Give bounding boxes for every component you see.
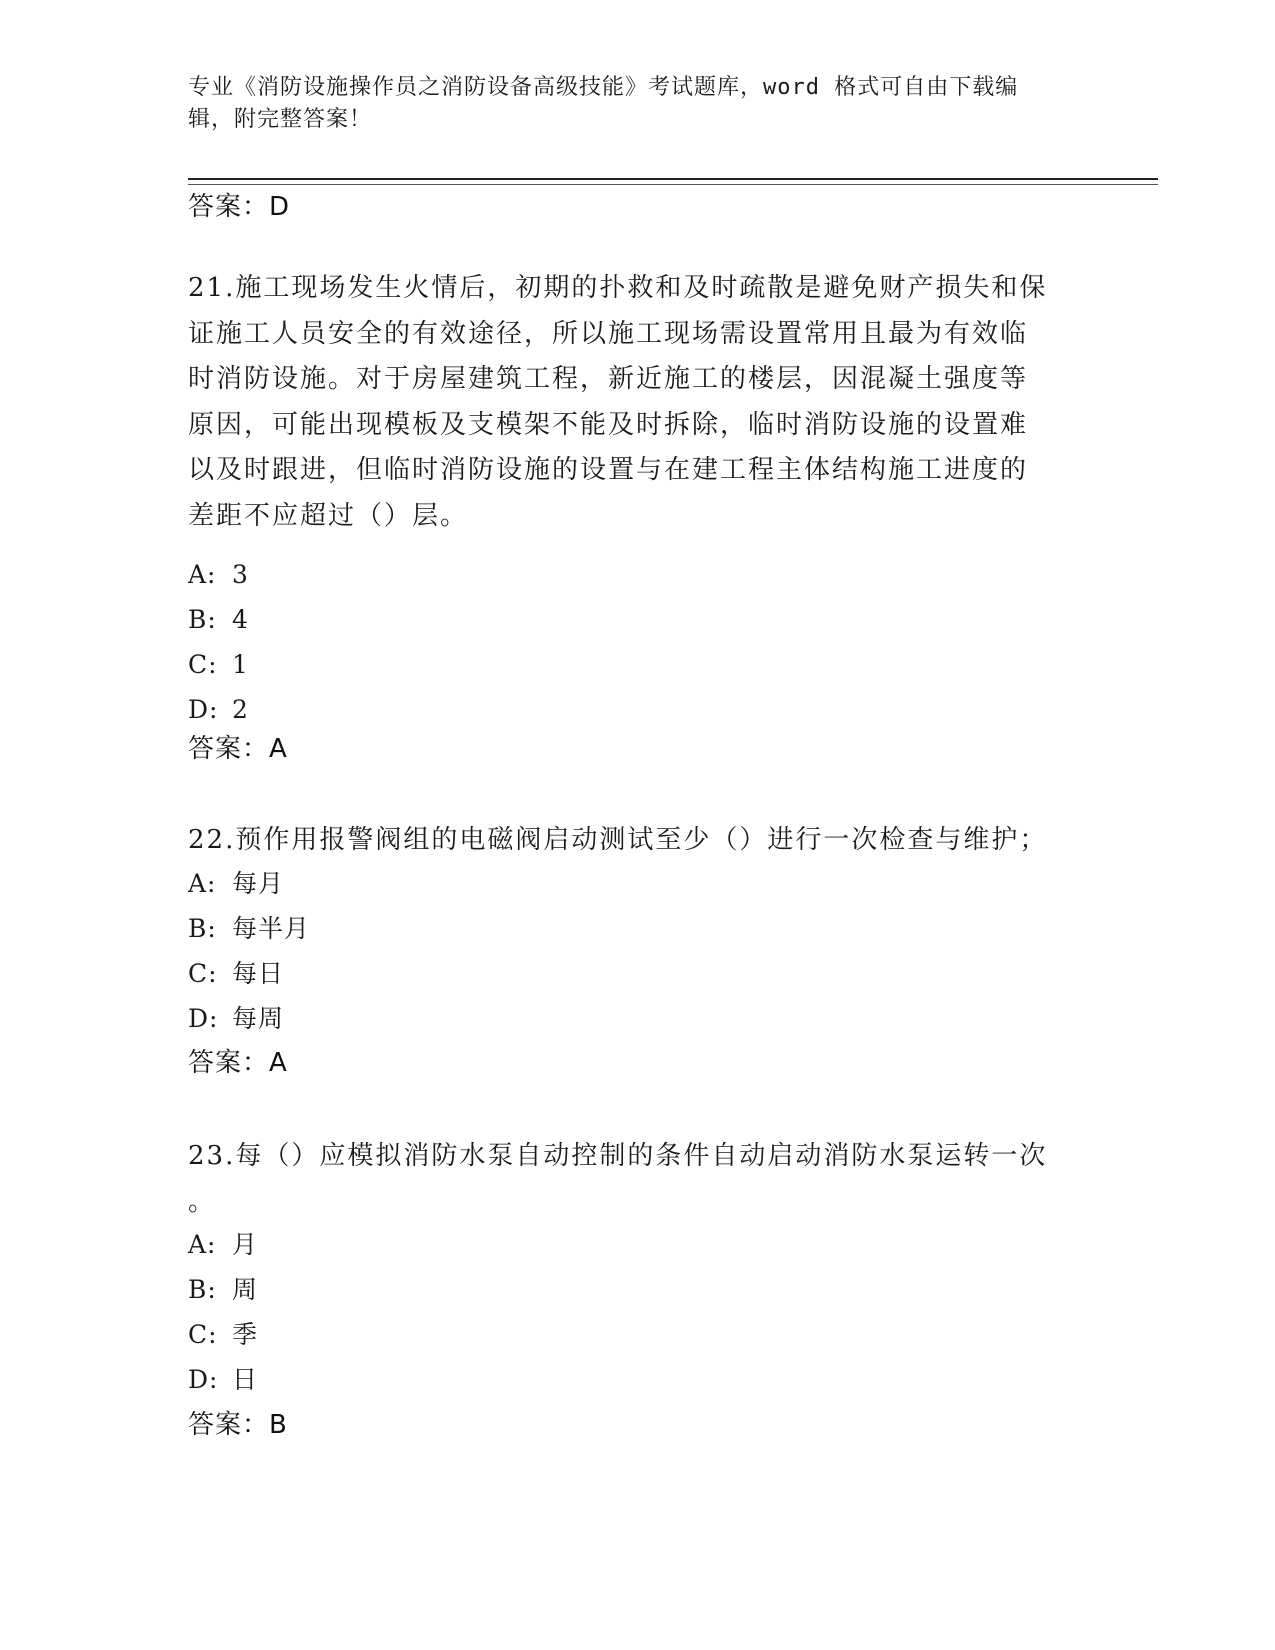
question-22-text [188,818,1088,864]
option-label: A: [188,869,217,898]
option-label: B: [188,1275,217,1304]
option-label: B: [188,605,217,634]
option-c [188,957,284,991]
header-divider-thin [188,184,1158,185]
option-text: 每月 [232,869,285,898]
option-d [188,1002,284,1036]
question-text-line: 时消防设施。对于房屋建筑工程，新近施工的楼层，因混凝土强度等 [188,364,1029,394]
option-label: D: [188,1004,219,1033]
option-label: C: [188,959,218,988]
option-text: 月 [232,1230,259,1259]
question-21-text [188,266,1088,539]
option-label: A: [188,560,217,589]
option-text: 每半月 [232,914,311,943]
option-text: 3 [232,560,249,589]
option-a [188,867,284,901]
question-23-answer: 答案：B [188,1410,288,1440]
document-header [188,72,1068,136]
option-label: D: [188,695,219,724]
option-d [188,693,249,727]
option-text: 日 [232,1365,259,1394]
header-line-2: 辑，附完整答案！ [188,107,373,132]
header-line-1: 专业《消防设施操作员之消防设备高级技能》考试题库，word 格式可自由下载编 [188,75,1019,100]
option-b [188,603,249,637]
question-text-line: 以及时跟进，但临时消防设施的设置与在建工程主体结构施工进度的 [188,455,1029,485]
option-a [188,1228,258,1262]
question-text-line: 差距不应超过（）层。 [188,500,469,531]
previous-answer: 答案：D [188,192,291,222]
option-b [188,912,310,946]
option-a [188,558,249,592]
question-text-line: 证施工人员安全的有效途径，所以施工现场需设置常用且最为有效临 [188,318,1029,349]
question-text-line: 。 [188,1186,217,1217]
option-label: D: [188,1365,219,1394]
option-label: C: [188,650,218,679]
header-divider-thick [188,178,1158,180]
option-c [188,648,249,682]
option-text: 周 [232,1275,259,1304]
question-21-answer: 答案：A [188,734,288,764]
option-label: C: [188,1320,218,1349]
question-text-line: 21.施工现场发生火情后，初期的扑救和及时疏散是避免财产损失和保 [188,273,1048,303]
option-b [188,1273,258,1307]
question-22-answer: 答案：A [188,1048,288,1078]
option-c [188,1318,258,1352]
question-text-line: 原因，可能出现模板及支模架不能及时拆除，临时消防设施的设置难 [188,409,1029,440]
question-text-line: 23.每（）应模拟消防水泵自动控制的条件自动启动消防水泵运转一次 [188,1141,1048,1171]
option-label: A: [188,1230,217,1259]
option-d [188,1363,258,1397]
option-text: 每周 [232,1004,285,1033]
option-text: 每日 [232,959,285,988]
option-label: B: [188,914,217,943]
option-text: 1 [232,650,249,679]
question-text-line: 22.预作用报警阀组的电磁阀启动测试至少（）进行一次检查与维护； [188,825,1048,855]
option-text: 4 [232,605,249,634]
option-text: 2 [232,695,249,724]
question-23-text [188,1134,1088,1225]
option-text: 季 [232,1320,259,1349]
